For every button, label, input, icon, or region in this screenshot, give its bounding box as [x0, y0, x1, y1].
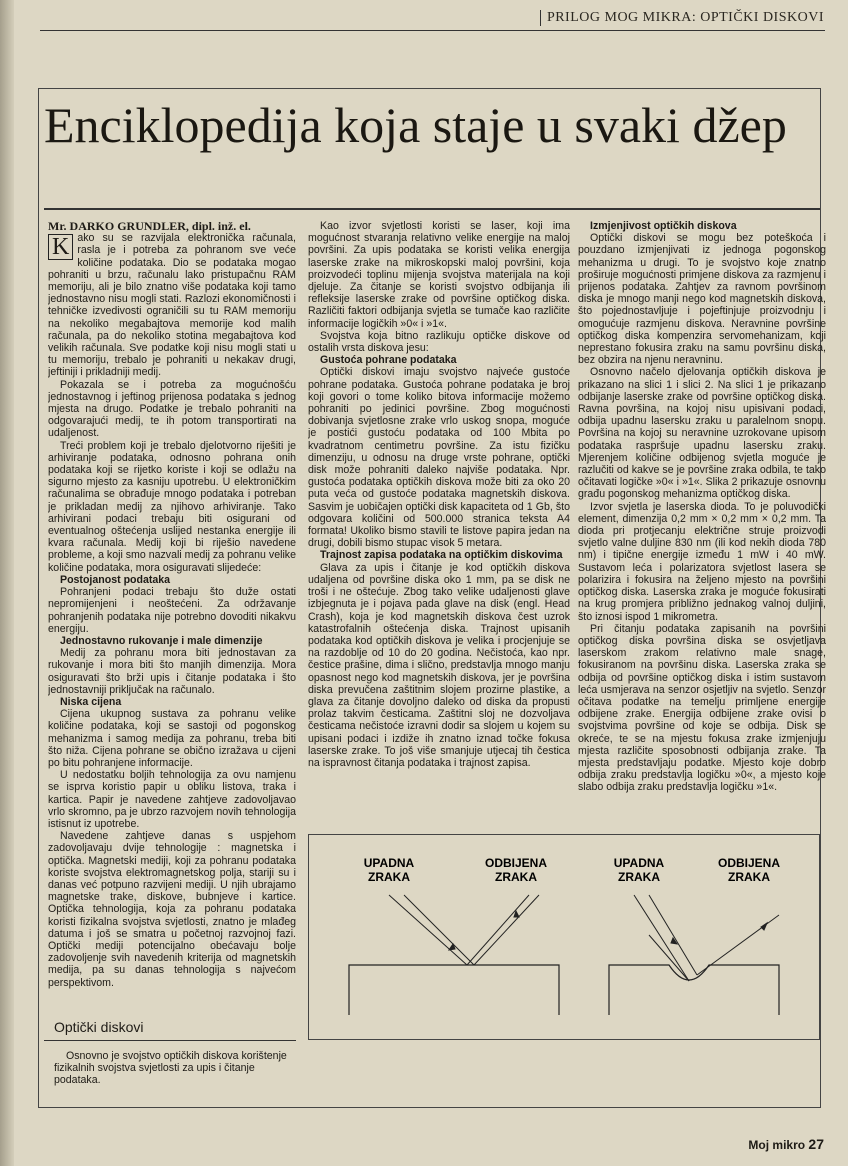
left-incident-rays [389, 895, 474, 965]
right-incident-label-2: ZRAKA [618, 870, 660, 884]
page-footer [748, 1136, 824, 1152]
header-rule [40, 30, 825, 31]
column-3 [578, 220, 826, 802]
column-1 [48, 220, 296, 1038]
paragraph: Pohranjeni podaci trebaju što duže ostati nepromijenjeni i neoštećeni. Za održavanje pohranjenih podataka nije potrebno dovoditi nikakvu energiju. [48, 586, 296, 635]
section-heading: Optički diskovi [54, 1019, 144, 1035]
title-rule [44, 208, 820, 210]
subheading: Trajnost zapisa podataka na optičkim diskovima [320, 549, 563, 562]
paragraph: Cijena ukupnog sustava za pohranu velike količine podataka, koji se sastoji od pogonskog mehanizma i samog medija za pohranu, treba biti što niža. Cijena pohrane se obično izražava u cijeni po bitu pohranjene informacije. [48, 708, 296, 769]
paragraph: Navedene zahtjeve danas s uspjehom zadovoljavaju dvije tehnologije : magnetska i optička. Magnetski mediji, koji za pohranu podataka koriste svojstva elektromagnetskog polja, stariji su i danas već potpuno razvijeni mediji. U njih ubrajamo magnetske trake, diskove, bubnjeve i kartice. Optička tehnologija, koja za pohranu podataka koristi fizikalna svojstva svjetlosti, znatno je mlađeg datuma i još se smatra u početnoj razvojnoj fazi. Optički mediji potencijalno obećavaju bolje zadovoljenje svih navedenih kriterija od magnetskih medija, pa su danas tehnologija s najvećom perspektivom. [48, 830, 296, 989]
left-reflected-rays [467, 895, 539, 965]
column-2 [308, 220, 570, 800]
paragraph: Pokazala se i potreba za mogućnošću jednostavnog i jeftinog prijenosa podataka s jednog mjesta na drugo. Podatke je trebalo pohraniti na odgovarajući medij, te ih potom transportirati na udaljenost. [48, 378, 296, 440]
magazine-name: Moj mikro [748, 1138, 806, 1152]
paragraph: U nedostatku boljih tehnologija za ovu namjenu se isprva koristio papir u obliku listova, traka i kartica. Papir je navedene zahtjeve zadovoljavao vrlo skromno, pa je ubrzo razvojem novih tehnologija istisnut iz upotrebe. [48, 769, 296, 830]
reflection-diagram [308, 834, 820, 1040]
right-scattered-rays [649, 915, 779, 981]
left-reflected-label-1: ODBIJENA [484, 856, 548, 870]
subheading: Niska cijena [60, 695, 122, 708]
subheading: Jednostavno rukovanje i male dimenzije [60, 634, 263, 647]
paragraph: Optički diskovi se mogu bez poteškoća i pouzdano izmjenjivati iz jednoga pogonskog mehanizma u drugi. To je svojstvo koje znatno proširuje mogućnosti primjene diskova za razmjenu i prijenos podataka. Zahtjev za ravnom površinom diska je mnogo manji nego kod magnetskih diskova, što pojednostavljuje i pojeftinjuje proizvodnju i omogućuje razmjenu diskova. Neravnine površine optičkog diska kompenzira servomehanizam, koji neprestano fokusira zraku na samu površinu diska, bez obzira na njenu neravninu. [578, 232, 826, 367]
paragraph: Glava za upis i čitanje je kod optičkih diskova udaljena od površine diska oko 1 mm, pa se disk ne troši i ne oštećuje. Zbog tako velike udaljenosti glave izbjegnuta je i pojava pada glave na disk (engl. Head Crash), koja je kod magnetskih diskova čest uzrok katastrofalnih oštećenja diska. Trajnost upisanih podataka kod optičkih diskova je velika i procjenjuje se na razdoblje od 10 do 20 godina. Nečistoća, kao npr. čestice prašine, dima i slično, predstavlja mnogo manju opasnost nego kod magnetskih diskova, jer je površina diska prevučena zaštitnim slojem prozirne plastike, a glava za čitanje dovoljno daleko od diska da propusti prolaz takvim česticama. Zaštitni sloj ne dozvoljava česticama nečistoće izravni dodir sa slojem u kojem su upisani podaci i izdiže ih znatno iznad točke fokusa laserske zrake. To još više smanjuje utjecaj tih čestica na ispravnost čitanja podataka i trajnost zapisa. [308, 561, 570, 769]
left-reflected-label-2: ZRAKA [495, 870, 537, 884]
paragraph: Medij za pohranu mora biti jednostavan za rukovanje i mora biti što manjih dimenzija. Mora osiguravati što brži upis i čitanje podataka i što jednostavniji priključak na računalo. [48, 647, 296, 696]
paragraph: Treći problem koji je trebalo djelotvorno riješiti je arhiviranje podataka, odnosno pohrana onih podataka koji se rijetko koriste i koji se odlažu na sigurno mjesto za kasniju upotrebu. U elektroničkim računalima se obrađuje mnogo podataka i potreban je prikladan medij za njihovo arhiviranje. Tako arhivirani podaci trebaju biti osigurani od eventualnog oštećenja uslijed nestanka energije ili kvara računala. Medij koji bi riješio navedene probleme, a koji smo nazvali medij za pohranu velike količine podataka, mora osiguravati slijedeće: [48, 439, 296, 574]
drop-cap: K [48, 234, 73, 260]
paragraph: Optički diskovi imaju svojstvo najveće gustoće pohrane podataka. Gustoća pohrane podataka je broj koji govori o tome koliko bitova informacije možemo pohraniti po jedinici površine. Zbog mogućnosti dobivanja svjetlosne zrake vrlo uskog snopa, moguće je postići gustoću podataka od 100 Mbita po kvadratnom centimetru površine. Za istu fizičku dimenziju, u odnosu na druge vrste pohrane, optički disk može pohraniti daleko najviše podataka. Npr. gustoća podataka optičkih diskova može biti za oko 20 puta veća od gustoće podataka magnetskih diskova. Sasvim je uobičajen optički disk kapaciteta od 1 Gb, što odgovara količini od 500.000 stranica teksta A4 formata! Ukoliko bismo stavili te listove papira jedan na drugi, dobili bismo stupac visok 5 metara. [308, 366, 570, 550]
right-reflected-label-2: ZRAKA [728, 870, 770, 884]
supplement-header: PRILOG MOG MIKRA: OPTIČKI DISKOVI [540, 10, 824, 26]
paragraph: Osnovno načelo djelovanja optičkih diskova je prikazano na slici 1 i slici 2. Na slici 1 je prikazano odbijanje laserske zrake od površine optičkog diska. Ravna površina, na kojoj nisu upisivani podaci, odbija upadnu lasersku zraku u paralelnom snopu. Površina na kojoj su neravnine uzrokovane upisom podataka raspršuje upadnu lasersku zraku. Mjerenjem količine odbijenog svjetla moguće je razlučiti od kakve se je površine zraka odbila, te tako očitavati logičke »0« i »1«. Slika 2 prikazuje osnovnu građu pogonskog mehanizma optičkog diska. [578, 366, 826, 501]
left-incident-label-1: UPADNA [363, 856, 415, 870]
flat-surface [349, 965, 559, 1015]
paragraph: Kao izvor svjetlosti koristi se laser, koji ima mogućnost stvaranja relativno velike energije na maloj površini. Za upis podataka se koristi velika energija laserske zrake na mikroskopski maloj površini, koja proizvodeći toplinu mijenja svojstva materijala na koji djeluje. Za čitanje se koristi svojstvo odbijanja ili refleksije laserske zrake od površine optičkog diska. Različiti faktori odbijanja svjetla se tumače kao različite informacije logičkih »0« i »1«. [308, 220, 570, 330]
subheading: Postojanost podataka [60, 573, 171, 586]
right-reflected-label-1: ODBIJENA [717, 856, 781, 870]
paragraph: Svojstva koja bitno razlikuju optičke diskove od ostalih vrsta diskova jesu: [308, 329, 570, 355]
left-incident-label-2: ZRAKA [368, 870, 410, 884]
paragraph: Pri čitanju podataka zapisanih na površini optičkog diska površina diska se osvjetljava laserskom zrakom relativno male snage, fokusiranom na površinu diska. Laserska zraka se odbija od površine optičkog diska i istim sustavom leća usmjerava na senzor osjetljiv na svjetlo. Senzor očitava podatke na temelju primljene energije odbijene zrake. Energija odbijene zrake ovisi o svojstvima površine od koje se odbija. Disk se okreće, te se na mjestu fokusa zrake izmjenjuju mjesta različite sposobnosti odbijanja zrake. Ta mjesta predstavljaju podatke. Mjesto koje dobro odbija zraku predstavlja logičku »0«, a mjesto koje slabo odbija zraku predstavlja logičku »1«. [578, 622, 826, 794]
reflection-diagram-svg [309, 835, 821, 1041]
page-number: 27 [808, 1136, 824, 1152]
intro-paragraph: K ako su se razvijala elektronička računala, rasla je i potreba za pohranom sve veće količine podataka. Dio se podataka mogao pohraniti u brzu, računalu lako pristupačnu RAM memoriju, ali je bilo znatno više podataka koji tamo jednostavno nisu mogli stati. Razlozi ekonomičnosti i tehničke izvedivosti ograničili su tu RAM memoriju na nekoliko megabajtova memorije kod malih računala, pa do nekoliko stotina megabajtova kod velikih računala. Sve podatke koji nisu mogli stati u tu memoriju, trebalo je pohraniti u nekakav drugi, jeftiniji i prikladniji medij. [48, 232, 296, 379]
section-rule [44, 1040, 296, 1041]
article-title: Enciklopedija koja staje u svaki džep [44, 97, 787, 153]
right-incident-label-1: UPADNA [613, 856, 665, 870]
subheading: Gustoća pohrane podataka [320, 354, 457, 367]
section-paragraph: Osnovno je svojstvo optičkih diskova korištenje fizikalnih svojstva svjetlosti za upis i čitanje podataka. [54, 1050, 287, 1087]
right-incident-rays [634, 895, 697, 981]
pitted-surface [609, 965, 779, 1015]
author-line: Mr. DARKO GRUNDLER, dipl. inž. el. [48, 220, 251, 233]
subheading: Izmjenjivost optičkih diskova [590, 220, 737, 232]
page-spine-shadow [0, 0, 14, 1166]
paragraph: Izvor svjetla je laserska dioda. To je poluvodički element, dimenzija 0,2 mm × 0,2 mm × 0,2 mm. Ta dioda pri protjecanju električne struje proizvodi svjetlo valne duljine 830 nm (ili kod nekih dioda 780 nm) i tipične energije između 1 mW i 40 mW. Sustavom leća i polarizatora svjetlost lasera se polarizira i fokusira na željeno mjesto na površini optičkog diska. Laserska zraka je moguće fokusirati na krug promjera približno jednakog valnoj duljini, što iznosi ispod 1 mikrometra. [578, 500, 826, 623]
